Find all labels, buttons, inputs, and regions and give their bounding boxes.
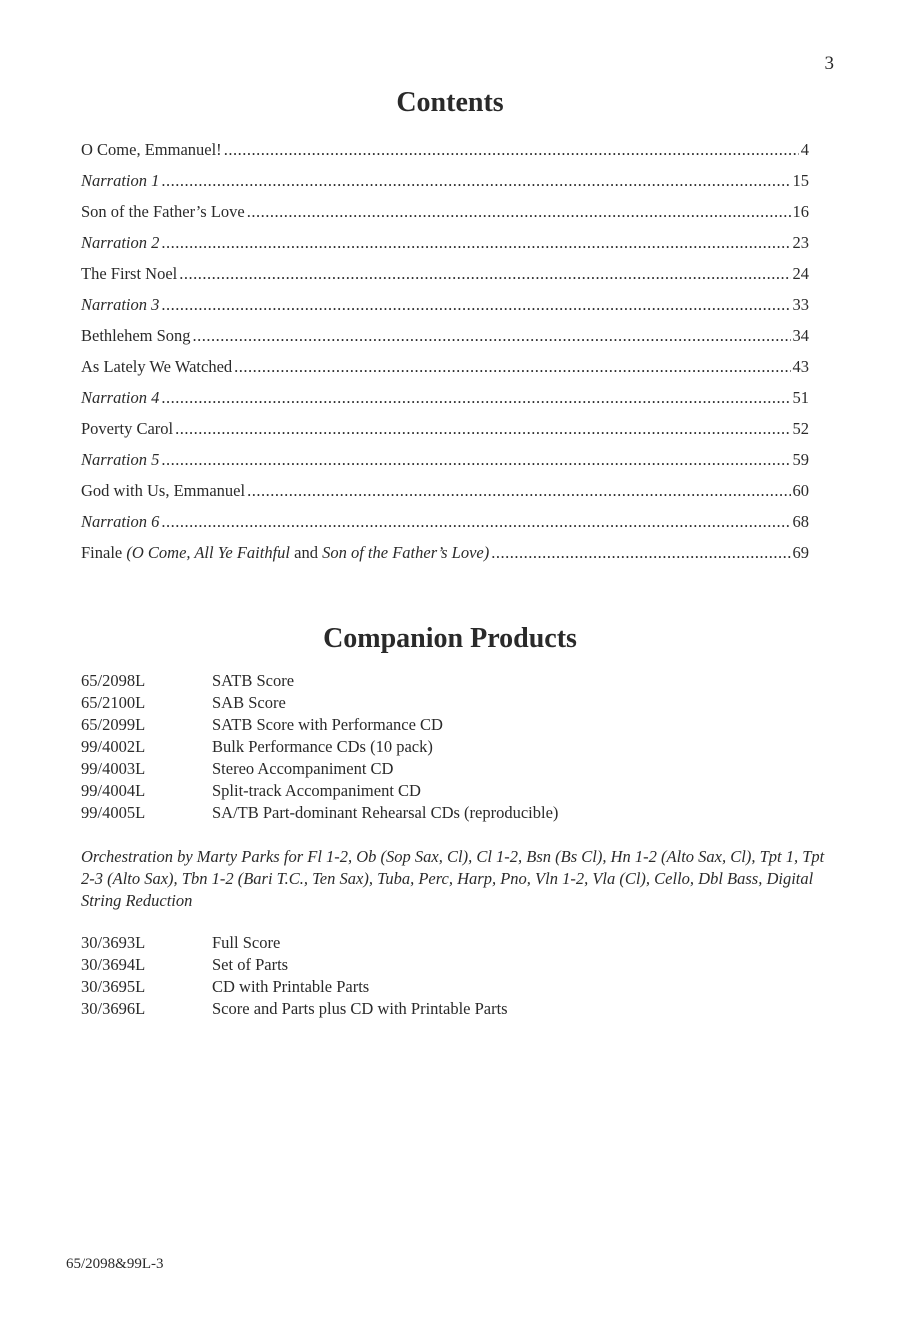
finale-conjunction: and	[290, 543, 323, 562]
toc-entry-page: 33	[792, 295, 809, 314]
table-of-contents	[81, 140, 809, 574]
toc-entry-page: 51	[792, 388, 809, 407]
product-row	[81, 781, 558, 803]
product-code: 30/3693L	[81, 933, 146, 952]
product-description: Stereo Accompaniment CD	[212, 759, 394, 778]
toc-entry-narration-3[interactable]	[81, 295, 809, 326]
dot-leader	[161, 512, 790, 532]
toc-entry-label: Narration 3	[81, 295, 160, 314]
toc-entry-narration-2[interactable]	[81, 233, 809, 264]
product-description: Full Score	[212, 933, 281, 952]
toc-entry-page: 60	[792, 481, 809, 500]
page-number: 3	[824, 53, 834, 74]
product-code: 99/4005L	[81, 803, 146, 822]
orchestration-note: Orchestration by Marty Parks for Fl 1-2, Ob (Sop Sax, Cl), Cl 1-2, Bsn (Bs Cl), Hn 1-2 (Alto Sax, Cl), Tpt 1, Tpt 2-3 (Alto Sax), Tbn 1-2 (Bari T.C., Ten Sax), Tuba, Perc, Harp, Pno, Vln 1-2, Vla (Cl), Cello, Dbl Bass, Digital String Reduction	[81, 847, 825, 910]
toc-entry-god-with-us-emmanuel[interactable]	[81, 481, 809, 512]
product-description: SATB Score with Performance CD	[212, 715, 443, 734]
product-row	[81, 715, 558, 737]
product-row	[81, 999, 508, 1021]
toc-entry-narration-5[interactable]	[81, 450, 809, 481]
product-description: Set of Parts	[212, 955, 289, 974]
orchestration-products-list	[81, 933, 508, 1021]
product-row	[81, 803, 558, 825]
toc-entry-page: 23	[792, 233, 809, 252]
toc-entry-the-first-noel[interactable]	[81, 264, 809, 295]
dot-leader	[224, 140, 799, 160]
toc-entry-bethlehem-song[interactable]	[81, 326, 809, 357]
toc-entry-page: 68	[792, 512, 809, 531]
toc-entry-page: 34	[792, 326, 809, 345]
dot-leader	[247, 481, 790, 501]
toc-entry-narration-4[interactable]	[81, 388, 809, 419]
toc-entry-label: The First Noel	[81, 264, 178, 283]
product-row	[81, 693, 558, 715]
toc-entry-label: Narration 6	[81, 512, 160, 531]
product-code: 65/2099L	[81, 715, 146, 734]
dot-leader	[161, 388, 790, 408]
product-description: SAB Score	[212, 693, 286, 712]
toc-entry-page: 52	[792, 419, 809, 438]
product-row	[81, 977, 508, 999]
toc-entry-page: 43	[792, 357, 809, 376]
toc-entry-label: O Come, Emmanuel!	[81, 140, 222, 159]
product-description: SATB Score	[212, 671, 295, 690]
toc-entry-son-of-the-fathers-love[interactable]	[81, 202, 809, 233]
product-code: 99/4004L	[81, 781, 146, 800]
footer-catalog-number: 65/2098&99L-3	[66, 1256, 164, 1272]
toc-entry-page: 4	[800, 140, 809, 159]
dot-leader	[161, 171, 790, 191]
companion-products-title: Companion Products	[323, 623, 577, 654]
toc-entry-page: 15	[792, 171, 809, 190]
finale-prefix: Finale	[81, 543, 127, 562]
toc-entry-finale[interactable]	[81, 543, 809, 574]
product-description: Bulk Performance CDs (10 pack)	[212, 737, 433, 756]
toc-entry-as-lately-we-watched[interactable]	[81, 357, 809, 388]
product-row	[81, 671, 558, 693]
dot-leader	[234, 357, 790, 377]
dot-leader	[247, 202, 791, 222]
toc-entry-label: As Lately We Watched	[81, 357, 233, 376]
product-code: 65/2098L	[81, 671, 146, 690]
dot-leader	[161, 233, 790, 253]
contents-title: Contents	[396, 87, 504, 118]
toc-entry-o-come-emmanuel[interactable]	[81, 140, 809, 171]
product-code: 30/3695L	[81, 977, 146, 996]
toc-entry-label: Son of the Father’s Love	[81, 202, 245, 221]
toc-entry-page: 16	[792, 202, 809, 221]
toc-entry-label: Narration 5	[81, 450, 160, 469]
toc-entry-label: Narration 1	[81, 171, 160, 190]
toc-entry-poverty-carol[interactable]	[81, 419, 809, 450]
toc-entry-narration-1[interactable]	[81, 171, 809, 202]
product-description: Score and Parts plus CD with Printable Parts	[212, 999, 508, 1018]
dot-leader	[161, 295, 790, 315]
toc-entry-label: Poverty Carol	[81, 419, 174, 438]
toc-entry-label: Narration 4	[81, 388, 160, 407]
product-row	[81, 933, 508, 955]
dot-leader	[161, 450, 790, 470]
dot-leader	[193, 326, 791, 346]
product-code: 65/2100L	[81, 693, 146, 712]
toc-entry-label: Narration 2	[81, 233, 160, 252]
product-code: 30/3694L	[81, 955, 146, 974]
dot-leader	[175, 419, 790, 439]
toc-entry-label: God with Us, Emmanuel	[81, 481, 246, 500]
toc-entry-label: Bethlehem Song	[81, 326, 191, 345]
toc-entry-label	[81, 543, 489, 563]
dot-leader	[491, 543, 790, 563]
dot-leader	[179, 264, 790, 284]
product-code: 30/3696L	[81, 999, 146, 1018]
product-description: Split-track Accompaniment CD	[212, 781, 421, 800]
toc-entry-page: 59	[792, 450, 809, 469]
toc-entry-narration-6[interactable]	[81, 512, 809, 543]
product-row	[81, 955, 508, 977]
product-row	[81, 737, 558, 759]
product-code: 99/4002L	[81, 737, 146, 756]
product-row	[81, 759, 558, 781]
toc-entry-page: 69	[792, 543, 809, 562]
choral-products-list	[81, 671, 558, 825]
product-description: CD with Printable Parts	[212, 977, 370, 996]
finale-title-1: (O Come, All Ye Faithful	[126, 543, 291, 562]
product-description: SA/TB Part-dominant Rehearsal CDs (reproducible)	[212, 803, 559, 822]
product-code: 99/4003L	[81, 759, 146, 778]
toc-entry-page: 24	[792, 264, 809, 283]
finale-title-2: Son of the Father’s Love)	[322, 543, 490, 562]
